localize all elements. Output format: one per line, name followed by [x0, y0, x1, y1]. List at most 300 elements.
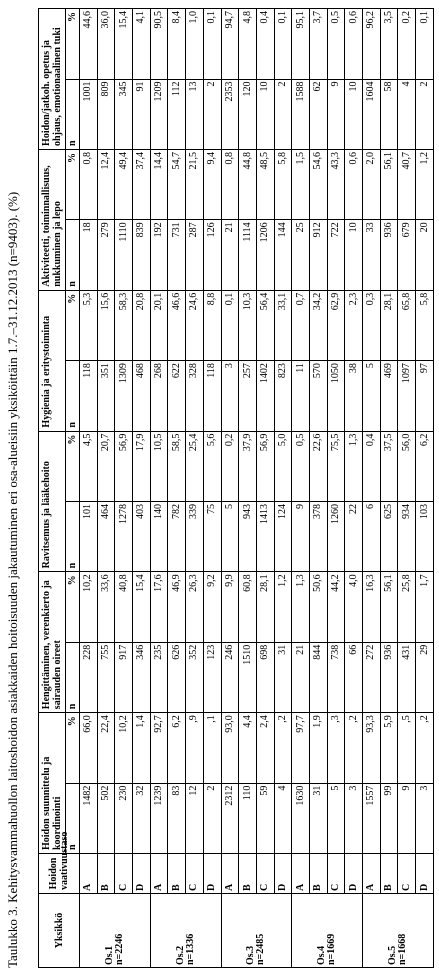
percent-cell: 17,6: [150, 572, 168, 642]
percent-cell: 1,9: [309, 713, 327, 783]
percent-cell: 9,2: [203, 572, 221, 642]
percent-cell: 5,9: [380, 713, 398, 783]
n-header: n: [66, 220, 80, 290]
percent-cell: 54,7: [168, 149, 186, 219]
percent-cell: 4,5: [80, 431, 98, 501]
table-row: [133, 9, 151, 968]
count-cell: 279: [97, 220, 115, 290]
percent-cell: 1,2: [416, 149, 434, 219]
percent-cell: 6,2: [168, 713, 186, 783]
count-cell: 2353: [221, 79, 239, 149]
percent-cell: 0,6: [345, 9, 363, 80]
percent-cell: 37,9: [239, 431, 257, 501]
count-cell: 268: [150, 361, 168, 431]
level-cell: C: [115, 854, 133, 894]
unit-cell: [150, 894, 221, 968]
count-cell: 570: [309, 361, 327, 431]
count-cell: 936: [380, 642, 398, 712]
count-cell: 1110: [115, 220, 133, 290]
count-cell: 468: [133, 361, 151, 431]
percent-cell: 36,0: [97, 9, 115, 80]
percent-cell: 0,8: [221, 149, 239, 219]
percent-cell: ,9: [186, 713, 204, 783]
percent-cell: 0,7: [292, 290, 310, 360]
count-cell: 403: [133, 501, 151, 571]
count-cell: 124: [274, 501, 292, 571]
percent-cell: 92,7: [150, 713, 168, 783]
percent-cell: 28,1: [256, 572, 274, 642]
percent-cell: 50,6: [309, 572, 327, 642]
table-row: [115, 9, 133, 968]
count-cell: 118: [80, 361, 98, 431]
count-cell: 1630: [292, 783, 310, 853]
count-cell: 257: [239, 361, 257, 431]
subheader-row: [66, 9, 80, 968]
count-cell: 464: [97, 501, 115, 571]
percent-cell: ,2: [416, 713, 434, 783]
percent-cell: 0,8: [80, 149, 98, 219]
hoitoisuus-table: [38, 8, 434, 968]
level-cell: A: [221, 854, 239, 894]
percent-cell: 75,5: [327, 431, 345, 501]
table-row: [327, 9, 345, 968]
level-cell: C: [327, 854, 345, 894]
level-cell: D: [345, 854, 363, 894]
unit-count: n=1336: [184, 933, 196, 965]
pct-header: %: [66, 713, 80, 783]
count-cell: 144: [274, 220, 292, 290]
percent-cell: 0,1: [221, 290, 239, 360]
count-cell: 22: [345, 501, 363, 571]
count-cell: 3: [416, 783, 434, 853]
count-cell: 1413: [256, 501, 274, 571]
count-cell: 25: [292, 220, 310, 290]
count-cell: 13: [186, 79, 204, 149]
unit-cell: [363, 894, 434, 968]
percent-cell: 0,1: [203, 9, 221, 80]
percent-cell: 96,2: [363, 9, 381, 80]
count-cell: 2: [274, 79, 292, 149]
category-header: Hengittäminen, verenkierto ja sairauden oireet: [39, 572, 66, 713]
count-cell: 103: [416, 501, 434, 571]
percent-cell: 16,3: [363, 572, 381, 642]
level-cell: B: [309, 854, 327, 894]
count-cell: 431: [398, 642, 416, 712]
count-cell: 1114: [239, 220, 257, 290]
count-cell: 844: [309, 642, 327, 712]
percent-cell: 10,2: [80, 572, 98, 642]
count-cell: 235: [150, 642, 168, 712]
percent-cell: 8,8: [203, 290, 221, 360]
count-cell: 32: [133, 783, 151, 853]
count-cell: 20: [416, 220, 434, 290]
count-cell: 1588: [292, 79, 310, 149]
percent-cell: 4,1: [133, 9, 151, 80]
level-cell: B: [239, 854, 257, 894]
count-cell: 38: [345, 361, 363, 431]
unit-name: Os.1: [103, 945, 115, 965]
percent-cell: 1,7: [416, 572, 434, 642]
category-header: Hygienia ja eritystoiminta: [39, 290, 66, 431]
percent-cell: 44,8: [239, 149, 257, 219]
percent-cell: 56,1: [380, 572, 398, 642]
percent-cell: 93,3: [363, 713, 381, 783]
percent-cell: 44,6: [80, 9, 98, 80]
percent-cell: 56,4: [256, 290, 274, 360]
count-cell: 2: [416, 79, 434, 149]
count-cell: 5: [221, 501, 239, 571]
count-cell: 2312: [221, 783, 239, 853]
level-cell: A: [80, 854, 98, 894]
percent-cell: 2,0: [363, 149, 381, 219]
level-cell: B: [168, 854, 186, 894]
percent-cell: 22,4: [97, 713, 115, 783]
count-cell: 230: [115, 783, 133, 853]
count-cell: 29: [416, 642, 434, 712]
percent-cell: ,1: [203, 713, 221, 783]
percent-cell: 62,9: [327, 290, 345, 360]
count-cell: 4: [398, 79, 416, 149]
count-cell: 2: [203, 79, 221, 149]
unit-count: n=1668: [397, 933, 408, 965]
count-cell: 126: [203, 220, 221, 290]
level-cell: A: [363, 854, 381, 894]
count-cell: 3: [221, 361, 239, 431]
count-cell: 1557: [363, 783, 381, 853]
level-cell: C: [186, 854, 204, 894]
percent-cell: 22,6: [309, 431, 327, 501]
table-row: [309, 9, 327, 968]
unit-name: Os.3: [245, 945, 257, 965]
count-cell: 352: [186, 642, 204, 712]
count-cell: 6: [363, 501, 381, 571]
count-cell: 21: [221, 220, 239, 290]
percent-cell: ,3: [327, 713, 345, 783]
count-cell: 110: [239, 783, 257, 853]
percent-cell: 25,4: [186, 431, 204, 501]
table-row: [363, 9, 381, 968]
percent-cell: 1,3: [345, 431, 363, 501]
table-row: [274, 9, 292, 968]
percent-cell: 49,4: [115, 149, 133, 219]
percent-cell: 1,4: [133, 713, 151, 783]
percent-cell: 56,9: [115, 431, 133, 501]
percent-cell: 90,5: [150, 9, 168, 80]
pct-header: %: [66, 572, 80, 642]
count-cell: 1239: [150, 783, 168, 853]
percent-cell: 1,0: [186, 9, 204, 80]
percent-cell: 24,6: [186, 290, 204, 360]
level-cell: D: [416, 854, 434, 894]
count-cell: 1604: [363, 79, 381, 149]
count-cell: 272: [363, 642, 381, 712]
unit-count: n=2246: [113, 933, 125, 965]
percent-cell: 54,6: [309, 149, 327, 219]
percent-cell: 20,1: [150, 290, 168, 360]
percent-cell: 95,1: [292, 9, 310, 80]
table-row: [380, 9, 398, 968]
count-cell: 936: [380, 220, 398, 290]
count-cell: 66: [345, 642, 363, 712]
count-cell: 21: [292, 642, 310, 712]
table-row: [256, 9, 274, 968]
count-cell: 1309: [115, 361, 133, 431]
table-row: [203, 9, 221, 968]
count-cell: 3: [345, 783, 363, 853]
table-row: [186, 9, 204, 968]
table-row: [150, 9, 168, 968]
count-cell: 101: [80, 501, 98, 571]
count-cell: 755: [97, 642, 115, 712]
count-cell: 10: [256, 79, 274, 149]
count-cell: 99: [380, 783, 398, 853]
percent-cell: 1,5: [292, 149, 310, 219]
count-cell: 33: [363, 220, 381, 290]
percent-cell: 46,9: [168, 572, 186, 642]
unit-cell: [221, 894, 292, 968]
percent-cell: 10,5: [150, 431, 168, 501]
count-cell: 59: [256, 783, 274, 853]
level-cell: C: [398, 854, 416, 894]
percent-cell: 44,2: [327, 572, 345, 642]
percent-cell: 17,9: [133, 431, 151, 501]
n-header: n: [66, 361, 80, 431]
count-cell: 917: [115, 642, 133, 712]
count-cell: 345: [115, 79, 133, 149]
count-cell: 2: [203, 783, 221, 853]
table-row: [345, 9, 363, 968]
percent-cell: 2,3: [345, 290, 363, 360]
count-cell: 5: [327, 783, 345, 853]
percent-cell: 1,2: [274, 572, 292, 642]
count-cell: 112: [168, 79, 186, 149]
pct-header: %: [66, 431, 80, 501]
unit-name: Os.4: [316, 945, 328, 965]
percent-cell: 58,5: [168, 431, 186, 501]
count-cell: 731: [168, 220, 186, 290]
count-cell: 738: [327, 642, 345, 712]
count-cell: 839: [133, 220, 151, 290]
n-header: n: [66, 783, 80, 853]
percent-cell: 33,6: [97, 572, 115, 642]
percent-cell: 40,8: [115, 572, 133, 642]
count-cell: 120: [239, 79, 257, 149]
count-cell: 83: [168, 783, 186, 853]
n-header: n: [66, 642, 80, 712]
count-cell: 1209: [150, 79, 168, 149]
percent-cell: 9,4: [203, 149, 221, 219]
count-cell: 123: [203, 642, 221, 712]
table-caption: Taulukko 3. Kehitysvammahuollon laitoshoidon asiakkaiden hoitoisuuden jakautuminen eri osa-alueisiin yksiköittäin 1.7.–31.12.2013 (n=9403). (%): [5, 191, 20, 968]
percent-cell: 10,3: [239, 290, 257, 360]
percent-cell: 0,5: [327, 9, 345, 80]
count-cell: 351: [97, 361, 115, 431]
percent-cell: 93,0: [221, 713, 239, 783]
level-cell: D: [274, 854, 292, 894]
percent-cell: 0,5: [292, 431, 310, 501]
percent-cell: 46,6: [168, 290, 186, 360]
count-cell: 10: [345, 79, 363, 149]
percent-cell: 20,7: [97, 431, 115, 501]
percent-cell: 37,5: [380, 431, 398, 501]
count-cell: 192: [150, 220, 168, 290]
table-row: [97, 9, 115, 968]
count-cell: 378: [309, 501, 327, 571]
table-row: [416, 9, 434, 968]
count-cell: 58: [380, 79, 398, 149]
level-header: Hoidon vaativuustaso: [39, 854, 80, 894]
count-cell: 75: [203, 501, 221, 571]
pct-header: %: [66, 149, 80, 219]
count-cell: 346: [133, 642, 151, 712]
percent-cell: 48,5: [256, 149, 274, 219]
level-cell: D: [203, 854, 221, 894]
count-cell: 943: [239, 501, 257, 571]
count-cell: 5: [363, 361, 381, 431]
percent-cell: 1,3: [292, 572, 310, 642]
count-cell: 912: [309, 220, 327, 290]
count-cell: 91: [133, 79, 151, 149]
count-cell: 823: [274, 361, 292, 431]
percent-cell: 10,2: [115, 713, 133, 783]
percent-cell: 37,4: [133, 149, 151, 219]
percent-cell: 0,2: [221, 431, 239, 501]
percent-cell: 56,9: [256, 431, 274, 501]
percent-cell: ,2: [345, 713, 363, 783]
count-cell: 1206: [256, 220, 274, 290]
percent-cell: 14,4: [150, 149, 168, 219]
percent-cell: 33,1: [274, 290, 292, 360]
count-cell: 246: [221, 642, 239, 712]
percent-cell: 34,2: [309, 290, 327, 360]
unit-header: Yksikkö: [39, 894, 80, 968]
count-cell: 1050: [327, 361, 345, 431]
percent-cell: 56,0: [398, 431, 416, 501]
percent-cell: 0,4: [363, 431, 381, 501]
percent-cell: 28,1: [380, 290, 398, 360]
count-cell: 9: [398, 783, 416, 853]
count-cell: 339: [186, 501, 204, 571]
count-cell: 502: [97, 783, 115, 853]
count-cell: 12: [186, 783, 204, 853]
percent-cell: 5,3: [80, 290, 98, 360]
count-cell: 31: [309, 783, 327, 853]
percent-cell: 0,1: [416, 9, 434, 80]
table-row: [398, 9, 416, 968]
header-row: [39, 9, 66, 968]
percent-cell: 94,7: [221, 9, 239, 80]
category-header: Hoidon/jatkoh. opetus ja ohjaus, emotionaalinen tuki: [39, 9, 66, 150]
count-cell: 782: [168, 501, 186, 571]
count-cell: 1097: [398, 361, 416, 431]
table-row: [168, 9, 186, 968]
table-row: [80, 9, 98, 968]
percent-cell: 40,7: [398, 149, 416, 219]
percent-cell: 5,6: [203, 431, 221, 501]
percent-cell: ,2: [274, 713, 292, 783]
percent-cell: 2,4: [256, 713, 274, 783]
level-cell: C: [256, 854, 274, 894]
count-cell: 118: [203, 361, 221, 431]
count-cell: 625: [380, 501, 398, 571]
percent-cell: 8,4: [168, 9, 186, 80]
level-cell: A: [292, 854, 310, 894]
percent-cell: 0,2: [398, 9, 416, 80]
count-cell: 9: [327, 79, 345, 149]
level-cell: D: [133, 854, 151, 894]
percent-cell: 5,8: [274, 149, 292, 219]
level-cell: B: [380, 854, 398, 894]
count-cell: 228: [80, 642, 98, 712]
percent-cell: 21,5: [186, 149, 204, 219]
percent-cell: 4,8: [239, 9, 257, 80]
percent-cell: 66,0: [80, 713, 98, 783]
count-cell: 679: [398, 220, 416, 290]
count-cell: 1482: [80, 783, 98, 853]
count-cell: 469: [380, 361, 398, 431]
count-cell: 1260: [327, 501, 345, 571]
count-cell: 934: [398, 501, 416, 571]
percent-cell: 0,4: [256, 9, 274, 80]
percent-cell: 5,8: [416, 290, 434, 360]
percent-cell: 43,3: [327, 149, 345, 219]
category-header: Hoidon suunnittelu ja koordinointi: [39, 713, 66, 854]
unit-count: n=2485: [255, 933, 267, 965]
percent-cell: 5,0: [274, 431, 292, 501]
count-cell: 328: [186, 361, 204, 431]
count-cell: 62: [309, 79, 327, 149]
unit-cell: [292, 894, 363, 968]
level-cell: B: [97, 854, 115, 894]
count-cell: 1278: [115, 501, 133, 571]
count-cell: 698: [256, 642, 274, 712]
count-cell: 9: [292, 501, 310, 571]
percent-cell: 65,8: [398, 290, 416, 360]
count-cell: 10: [345, 220, 363, 290]
percent-cell: 56,1: [380, 149, 398, 219]
unit-cell: [80, 894, 151, 968]
unit-name: Os.2: [174, 945, 186, 965]
n-header: n: [66, 79, 80, 149]
percent-cell: 0,3: [363, 290, 381, 360]
count-cell: 4: [274, 783, 292, 853]
percent-cell: 9,9: [221, 572, 239, 642]
table-body: [80, 9, 434, 968]
pct-header: %: [66, 9, 80, 80]
percent-cell: 6,2: [416, 431, 434, 501]
unit-name: Os.5: [387, 945, 398, 965]
percent-cell: 60,8: [239, 572, 257, 642]
count-cell: 140: [150, 501, 168, 571]
percent-cell: 0,6: [345, 149, 363, 219]
count-cell: 97: [416, 361, 434, 431]
percent-cell: 15,4: [115, 9, 133, 80]
percent-cell: 97,7: [292, 713, 310, 783]
count-cell: 18: [80, 220, 98, 290]
percent-cell: 4,4: [239, 713, 257, 783]
percent-cell: 3,7: [309, 9, 327, 80]
percent-cell: 15,4: [133, 572, 151, 642]
percent-cell: 0,1: [274, 9, 292, 80]
count-cell: 622: [168, 361, 186, 431]
category-header: Ravitsemus ja lääkehoito: [39, 431, 66, 572]
n-header: n: [66, 501, 80, 571]
level-cell: A: [150, 854, 168, 894]
percent-cell: ,5: [398, 713, 416, 783]
count-cell: 1510: [239, 642, 257, 712]
count-cell: 1402: [256, 361, 274, 431]
count-cell: 722: [327, 220, 345, 290]
